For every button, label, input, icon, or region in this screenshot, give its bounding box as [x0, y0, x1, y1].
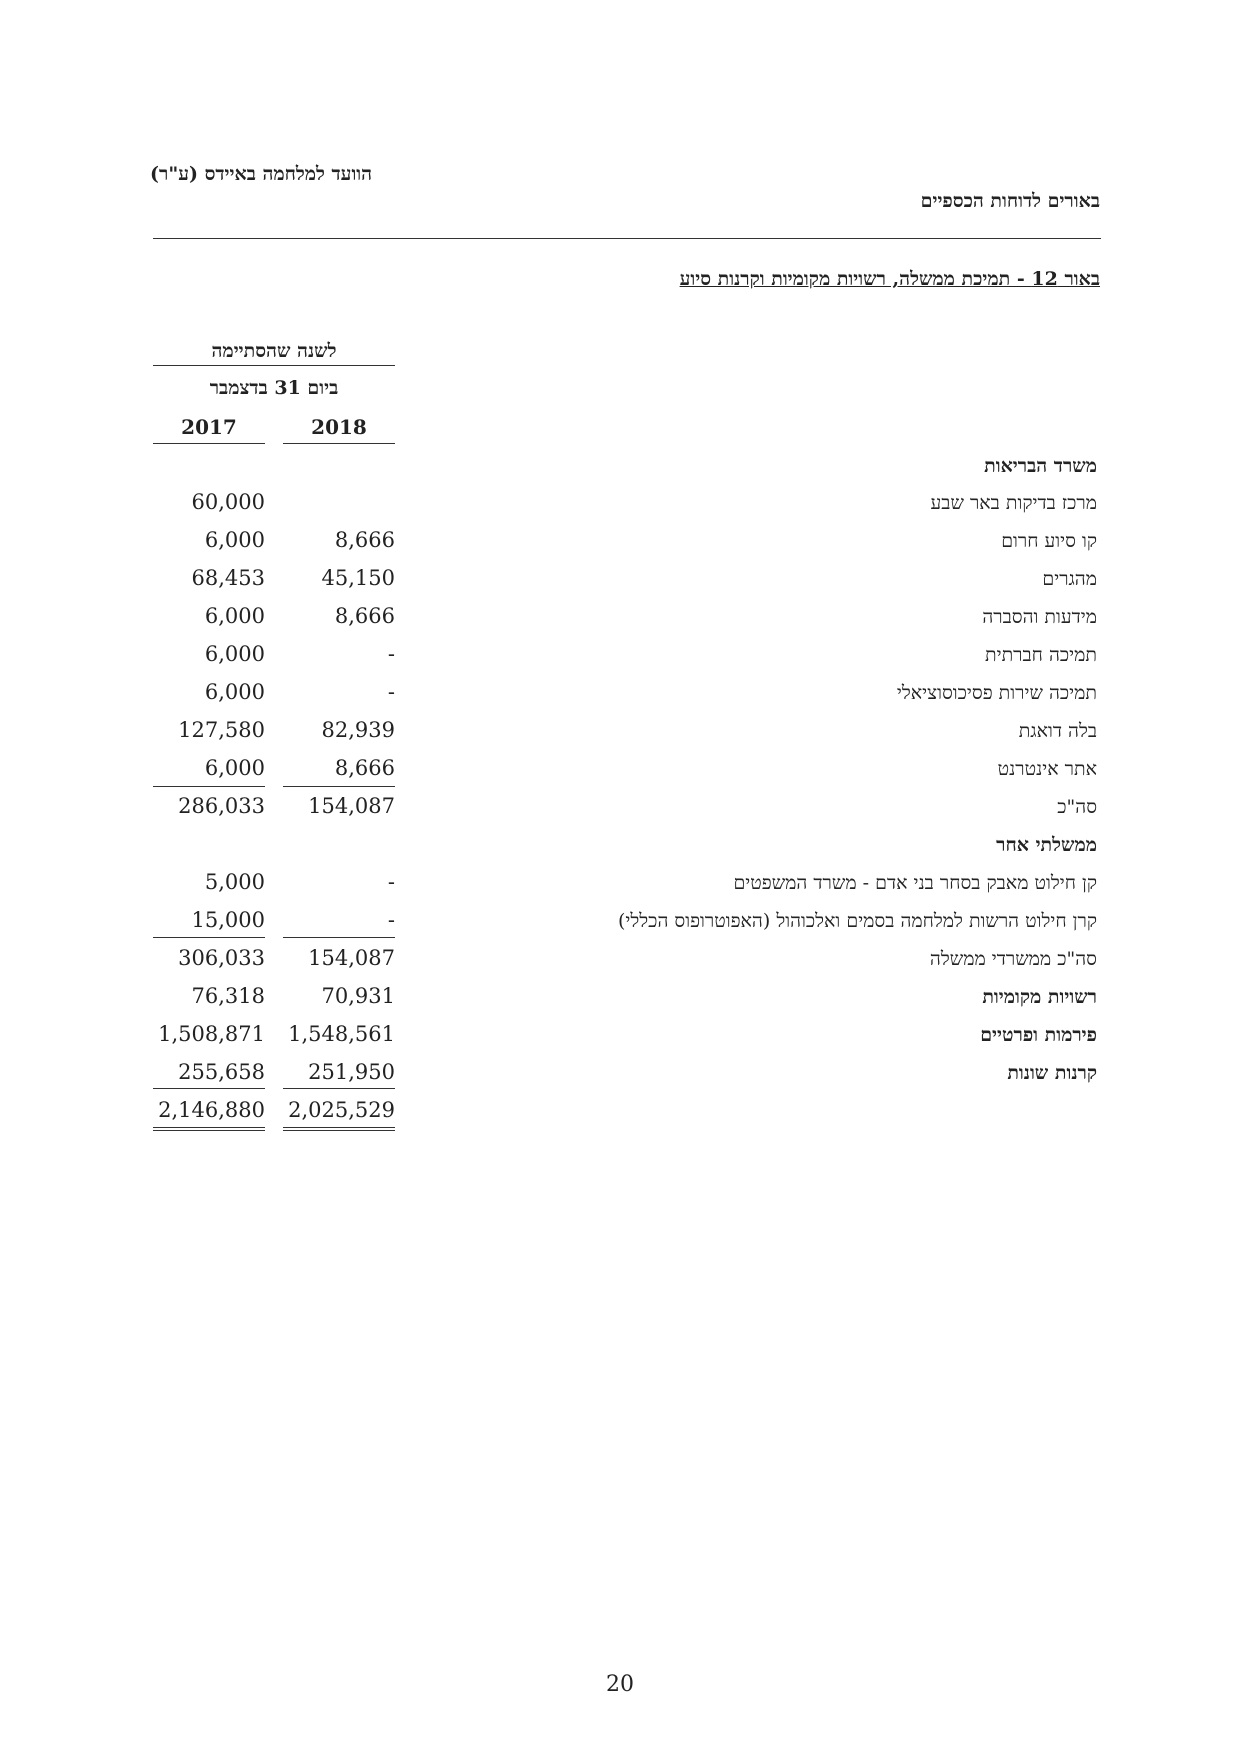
row-label: פירמות ופרטיים — [980, 1024, 1097, 1046]
value-2017: 15,000 — [191, 908, 265, 932]
grand-total-double-rule — [153, 1127, 265, 1131]
value-2017: 306,033 — [178, 946, 265, 970]
period-header-line2: ביום 31 בדצמבר — [209, 377, 339, 399]
value-2017: 76,318 — [191, 984, 265, 1008]
subtotal-rule — [283, 786, 395, 787]
period-header-line1: לשנה שהסתיימה — [211, 340, 337, 362]
row-label: קרנות שונות — [1007, 1062, 1097, 1084]
row-label: ממשלתי אחר — [996, 834, 1097, 856]
row-label: קרן חילוט הרשות למלחמה בסמים ואלכוהול (האפוטרופוס הכללי) — [618, 910, 1097, 932]
value-2018: 251,950 — [308, 1060, 395, 1084]
value-2017: 68,453 — [191, 566, 265, 590]
value-2017: 255,658 — [178, 1060, 265, 1084]
row-label: סה"כ ממשרדי ממשלה — [929, 948, 1097, 970]
value-2018: 45,150 — [321, 566, 395, 590]
value-2018: 70,931 — [321, 984, 395, 1008]
grand-total-2018: 2,025,529 — [288, 1098, 395, 1122]
row-label: קן חילוט מאבק בסחר בני אדם - משרד המשפטים — [733, 872, 1097, 894]
subtotal-rule — [153, 786, 265, 787]
value-2018: - — [387, 908, 395, 932]
row-label: מרכז בדיקות באר שבע — [930, 492, 1097, 514]
row-label: סה"כ — [1057, 796, 1097, 818]
value-2018: 154,087 — [308, 794, 395, 818]
header-rule — [153, 238, 1101, 239]
note-title: באור 12 - תמיכת ממשלה, רשויות מקומיות וקרנות סיוע — [679, 268, 1100, 290]
row-label: משרד הבריאות — [984, 455, 1097, 477]
row-label: מהגרים — [1042, 568, 1097, 590]
year-2017-header: 2017 — [181, 415, 237, 439]
organization-name: הוועד למלחמה באיידס (ע"ר) — [150, 163, 373, 185]
value-2018: 154,087 — [308, 946, 395, 970]
row-label: מידעות והסברה — [982, 606, 1097, 628]
value-2018: 8,666 — [334, 604, 395, 628]
grand-total-double-rule — [283, 1127, 395, 1131]
section-title: באורים לדוחות הכספיים — [920, 190, 1100, 212]
year-2018-underline — [283, 443, 395, 444]
value-2017: 286,033 — [178, 794, 265, 818]
period-header-rule — [153, 365, 395, 366]
row-label: רשויות מקומיות — [982, 986, 1097, 1008]
year-2017-underline — [153, 443, 265, 444]
value-2017: 6,000 — [204, 528, 265, 552]
value-2018: - — [387, 642, 395, 666]
value-2017: 6,000 — [204, 642, 265, 666]
value-2018: 8,666 — [334, 756, 395, 780]
value-2017: 6,000 — [204, 680, 265, 704]
page-number: 20 — [606, 1672, 634, 1697]
value-2018: 8,666 — [334, 528, 395, 552]
value-2017: 127,580 — [178, 718, 265, 742]
subtotal-rule — [153, 1088, 265, 1089]
year-2018-header: 2018 — [311, 415, 367, 439]
value-2018: - — [387, 680, 395, 704]
subtotal-rule — [153, 937, 265, 938]
row-label: תמיכה חברתית — [985, 644, 1097, 666]
value-2017: 5,000 — [204, 870, 265, 894]
value-2017: 6,000 — [204, 604, 265, 628]
subtotal-rule — [283, 937, 395, 938]
subtotal-rule — [283, 1088, 395, 1089]
value-2018: 1,548,561 — [288, 1022, 395, 1046]
value-2017: 60,000 — [191, 490, 265, 514]
value-2017: 6,000 — [204, 756, 265, 780]
row-label: קו סיוע חרום — [1001, 530, 1097, 552]
row-label: אתר אינטרנט — [997, 758, 1097, 780]
value-2017: 1,508,871 — [158, 1022, 265, 1046]
row-label: תמיכה שירות פסיכוסוציאלי — [896, 682, 1097, 704]
value-2018: - — [387, 870, 395, 894]
row-label: בלה דואגת — [1018, 720, 1097, 742]
value-2018: 82,939 — [321, 718, 395, 742]
grand-total-2017: 2,146,880 — [158, 1098, 265, 1122]
